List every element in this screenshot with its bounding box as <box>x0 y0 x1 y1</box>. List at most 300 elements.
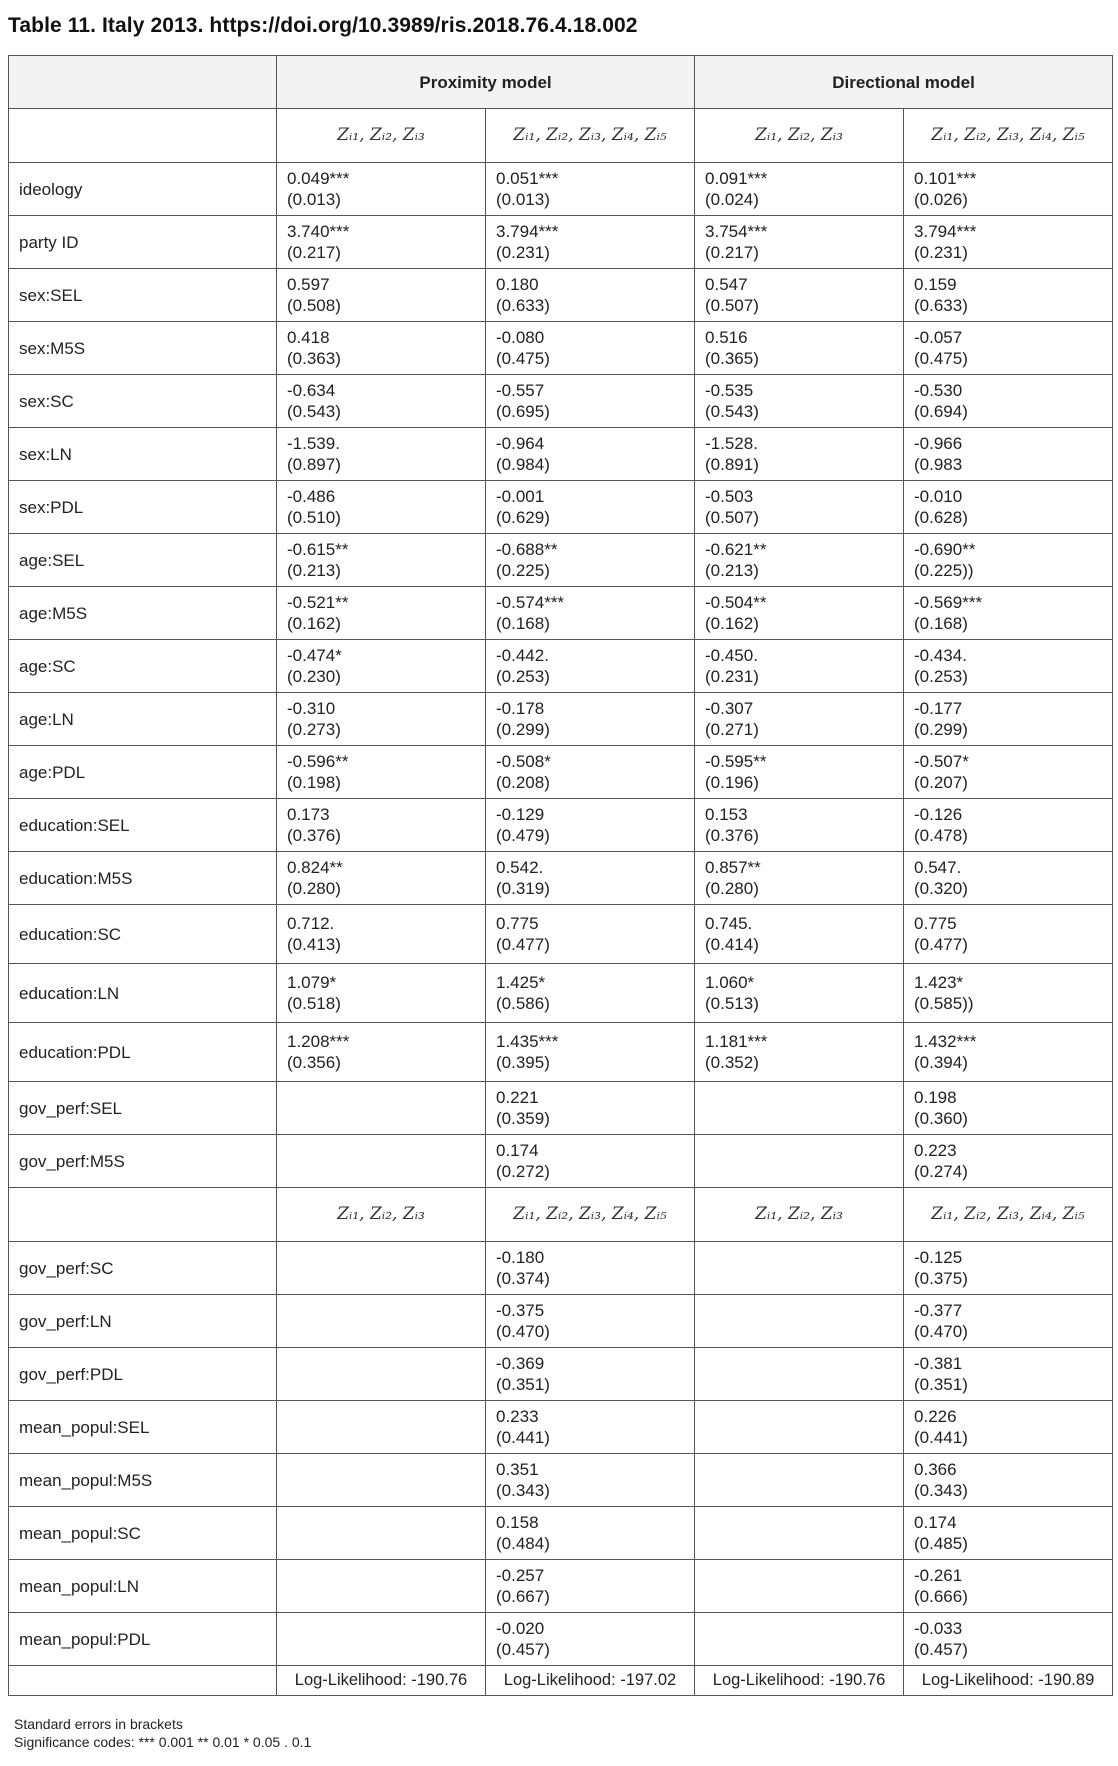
row-label: sex:PDL <box>9 481 277 534</box>
coefficient-value: -0.307 <box>705 699 754 718</box>
row-label: gov_perf:PDL <box>9 1348 277 1401</box>
standard-error-value: (0.363) <box>287 349 341 368</box>
z-header-cell: Zᵢ₁, Zᵢ₂, Zᵢ₃ <box>277 1188 486 1242</box>
standard-error-value: (0.543) <box>287 402 341 421</box>
standard-error-value: (0.633) <box>496 296 550 315</box>
coefficient-value: -0.503 <box>705 487 754 506</box>
coefficient-cell <box>695 964 904 1023</box>
coefficient-value: 0.418 <box>287 328 330 347</box>
standard-error-value: (0.666) <box>914 1587 968 1606</box>
coefficient-value: -0.596** <box>287 752 349 771</box>
standard-error-value: (0.629) <box>496 508 550 527</box>
coefficient-cell <box>486 1295 695 1348</box>
standard-error-value: (0.375) <box>914 1269 968 1288</box>
coefficient-cell <box>277 534 486 587</box>
standard-error-value: (0.475) <box>914 349 968 368</box>
coefficient-value: 1.435*** <box>496 1032 559 1051</box>
coefficient-cell <box>904 269 1113 322</box>
footnote-standard-errors: Standard errors in brackets <box>14 1716 183 1732</box>
coefficient-cell <box>277 587 486 640</box>
coefficient-value: 0.547. <box>914 858 962 877</box>
coefficient-cell <box>486 1348 695 1401</box>
coefficient-cell <box>277 852 486 905</box>
coefficient-value: 0.153 <box>705 805 748 824</box>
coefficient-value: 0.159 <box>914 275 957 294</box>
standard-error-value: (0.983 <box>914 455 963 474</box>
z-header-row <box>9 109 1113 163</box>
coefficient-cell <box>277 746 486 799</box>
coefficient-value: -0.690** <box>914 540 976 559</box>
coefficient-cell <box>486 587 695 640</box>
coefficient-value: -0.369 <box>496 1354 545 1373</box>
z-header-row-repeat <box>9 1188 1113 1242</box>
coefficient-cell <box>695 1082 904 1135</box>
coefficient-cell <box>904 1507 1113 1560</box>
coefficient-cell <box>695 534 904 587</box>
coefficient-cell <box>486 1082 695 1135</box>
standard-error-value: (0.351) <box>496 1375 550 1394</box>
coefficient-cell <box>486 852 695 905</box>
standard-error-value: (0.352) <box>705 1053 759 1072</box>
coefficient-value: 1.181*** <box>705 1032 768 1051</box>
standard-error-value: (0.271) <box>705 720 759 739</box>
row-label: mean_popul:SEL <box>9 1401 277 1454</box>
coefficient-value: -0.377 <box>914 1301 963 1320</box>
coefficient-cell <box>904 322 1113 375</box>
standard-error-value: (0.507) <box>705 508 759 527</box>
coefficient-cell <box>486 428 695 481</box>
row-label: age:LN <box>9 693 277 746</box>
row-label: ideology <box>9 163 277 216</box>
coefficient-cell <box>277 322 486 375</box>
table-row <box>9 640 1113 693</box>
table-row <box>9 1560 1113 1613</box>
coefficient-value: -0.129 <box>496 805 545 824</box>
coefficient-value: 0.049*** <box>287 169 350 188</box>
coefficient-value: 1.432*** <box>914 1032 977 1051</box>
coefficient-cell <box>904 375 1113 428</box>
standard-error-value: (0.470) <box>914 1322 968 1341</box>
coefficient-value: -0.504** <box>705 593 767 612</box>
coefficient-value: -0.621** <box>705 540 767 559</box>
coefficient-cell <box>277 1454 486 1507</box>
standard-error-value: (0.413) <box>287 935 341 954</box>
coefficient-cell <box>277 1023 486 1082</box>
row-label: gov_perf:SEL <box>9 1082 277 1135</box>
coefficient-cell <box>277 1613 486 1666</box>
coefficient-cell <box>486 481 695 534</box>
z-header-cell: Zᵢ₁, Zᵢ₂, Zᵢ₃, Zᵢ₄, Zᵢ₅ <box>904 1188 1113 1242</box>
row-label: party ID <box>9 216 277 269</box>
coefficient-cell <box>277 163 486 216</box>
standard-error-value: (0.299) <box>496 720 550 739</box>
coefficient-value: -0.261 <box>914 1566 963 1585</box>
table-row <box>9 1507 1113 1560</box>
standard-error-value: (0.478) <box>914 826 968 845</box>
coefficient-cell <box>486 799 695 852</box>
standard-error-value: (0.477) <box>496 935 550 954</box>
coefficient-cell <box>695 1295 904 1348</box>
coefficient-value: 0.174 <box>496 1141 539 1160</box>
standard-error-value: (0.231) <box>914 243 968 262</box>
row-label: sex:SEL <box>9 269 277 322</box>
standard-error-value: (0.510) <box>287 508 341 527</box>
standard-error-value: (0.213) <box>287 561 341 580</box>
z-header-cell: Zᵢ₁, Zᵢ₂, Zᵢ₃, Zᵢ₄, Zᵢ₅ <box>904 109 1113 163</box>
coefficient-cell <box>904 534 1113 587</box>
standard-error-value: (0.897) <box>287 455 341 474</box>
coefficient-cell <box>904 905 1113 964</box>
coefficient-cell <box>695 1023 904 1082</box>
coefficient-cell <box>904 1023 1113 1082</box>
coefficient-value: 0.226 <box>914 1407 957 1426</box>
log-likelihood-cell: Log-Likelihood: -190.76 <box>277 1666 486 1696</box>
coefficient-value: -0.634 <box>287 381 336 400</box>
coefficient-cell <box>904 1242 1113 1295</box>
coefficient-cell <box>904 693 1113 746</box>
coefficient-value: 0.775 <box>496 914 539 933</box>
coefficient-value: -0.180 <box>496 1248 545 1267</box>
row-label: age:M5S <box>9 587 277 640</box>
coefficient-value: 0.775 <box>914 914 957 933</box>
log-likelihood-cell: Log-Likelihood: -190.76 <box>695 1666 904 1696</box>
standard-error-value: (0.013) <box>496 190 550 209</box>
standard-error-value: (0.280) <box>705 879 759 898</box>
coefficient-cell <box>277 216 486 269</box>
row-label: sex:M5S <box>9 322 277 375</box>
coefficient-value: 3.794*** <box>914 222 977 241</box>
standard-error-value: (0.586) <box>496 994 550 1013</box>
coefficient-value: -1.528. <box>705 434 758 453</box>
coefficient-cell <box>277 1082 486 1135</box>
table-row <box>9 1401 1113 1454</box>
coefficient-value: -0.574*** <box>496 593 565 612</box>
coefficient-value: -0.033 <box>914 1619 963 1638</box>
standard-error-value: (0.441) <box>914 1428 968 1447</box>
coefficient-value: -0.615** <box>287 540 349 559</box>
coefficient-value: 0.091*** <box>705 169 768 188</box>
standard-error-value: (0.026) <box>914 190 968 209</box>
coefficient-value: 0.857** <box>705 858 761 877</box>
coefficient-cell <box>277 1507 486 1560</box>
row-label: age:PDL <box>9 746 277 799</box>
coefficient-cell <box>695 1507 904 1560</box>
coefficient-value: -0.381 <box>914 1354 963 1373</box>
log-likelihood-cell: Log-Likelihood: -197.02 <box>486 1666 695 1696</box>
coefficient-cell <box>486 1023 695 1082</box>
coefficient-cell <box>904 1135 1113 1188</box>
row-label: sex:LN <box>9 428 277 481</box>
table-row <box>9 799 1113 852</box>
standard-error-value: (0.414) <box>705 935 759 954</box>
coefficient-value: 0.158 <box>496 1513 539 1532</box>
standard-error-value: (0.198) <box>287 773 341 792</box>
coefficient-value: -0.010 <box>914 487 963 506</box>
coefficient-cell <box>486 534 695 587</box>
coefficient-value: 0.366 <box>914 1460 957 1479</box>
coefficient-cell <box>486 216 695 269</box>
coefficient-cell <box>904 1454 1113 1507</box>
coefficient-value: -0.595** <box>705 752 767 771</box>
row-label: gov_perf:LN <box>9 1295 277 1348</box>
coefficient-value: -0.474* <box>287 646 342 665</box>
standard-error-value: (0.162) <box>287 614 341 633</box>
coefficient-cell <box>277 269 486 322</box>
standard-error-value: (0.272) <box>496 1162 550 1181</box>
coefficient-value: 0.516 <box>705 328 748 347</box>
standard-error-value: (0.207) <box>914 773 968 792</box>
coefficient-cell <box>904 216 1113 269</box>
coefficient-cell <box>695 1242 904 1295</box>
log-likelihood-cell: Log-Likelihood: -190.89 <box>904 1666 1113 1696</box>
standard-error-value: (0.365) <box>705 349 759 368</box>
coefficient-cell <box>695 1348 904 1401</box>
coefficient-cell <box>904 1295 1113 1348</box>
table-row <box>9 322 1113 375</box>
coefficient-cell <box>695 1613 904 1666</box>
coefficient-value: -0.964 <box>496 434 545 453</box>
standard-error-value: (0.475) <box>496 349 550 368</box>
coefficient-cell <box>904 964 1113 1023</box>
coefficient-cell <box>695 799 904 852</box>
standard-error-value: (0.230) <box>287 667 341 686</box>
coefficient-value: 3.754*** <box>705 222 768 241</box>
standard-error-value: (0.376) <box>287 826 341 845</box>
coefficient-cell <box>695 269 904 322</box>
standard-error-value: (0.507) <box>705 296 759 315</box>
coefficient-value: -0.434. <box>914 646 967 665</box>
coefficient-value: -0.450. <box>705 646 758 665</box>
row-label: education:SC <box>9 905 277 964</box>
coefficient-value: -0.020 <box>496 1619 545 1638</box>
coefficient-cell <box>486 269 695 322</box>
table-row <box>9 1242 1113 1295</box>
standard-error-value: (0.508) <box>287 296 341 315</box>
coefficient-cell <box>904 852 1113 905</box>
coefficient-cell <box>904 1348 1113 1401</box>
standard-error-value: (0.394) <box>914 1053 968 1072</box>
standard-error-value: (0.376) <box>705 826 759 845</box>
standard-error-value: (0.891) <box>705 455 759 474</box>
coefficient-value: -0.530 <box>914 381 963 400</box>
coefficient-value: -0.126 <box>914 805 963 824</box>
coefficient-cell <box>277 693 486 746</box>
table-row <box>9 1613 1113 1666</box>
standard-error-value: (0.168) <box>914 614 968 633</box>
coefficient-cell <box>904 163 1113 216</box>
row-label: mean_popul:SC <box>9 1507 277 1560</box>
standard-error-value: (0.280) <box>287 879 341 898</box>
standard-error-value: (0.633) <box>914 296 968 315</box>
z-header-cell: Zᵢ₁, Zᵢ₂, Zᵢ₃, Zᵢ₄, Zᵢ₅ <box>486 1188 695 1242</box>
table-row <box>9 1023 1113 1082</box>
standard-error-value: (0.343) <box>914 1481 968 1500</box>
standard-error-value: (0.320) <box>914 879 968 898</box>
coefficient-value: -0.507* <box>914 752 969 771</box>
coefficient-cell <box>695 322 904 375</box>
table-row <box>9 1454 1113 1507</box>
table-footnotes <box>14 1715 311 1751</box>
standard-error-value: (0.441) <box>496 1428 550 1447</box>
coefficient-value: -0.057 <box>914 328 963 347</box>
standard-error-value: (0.359) <box>496 1109 550 1128</box>
coefficient-cell <box>277 1295 486 1348</box>
table-row <box>9 216 1113 269</box>
coefficient-value: -0.535 <box>705 381 754 400</box>
standard-error-value: (0.217) <box>705 243 759 262</box>
standard-error-value: (0.013) <box>287 190 341 209</box>
coefficient-cell <box>904 640 1113 693</box>
coefficient-value: 0.351 <box>496 1460 539 1479</box>
coefficient-value: -0.177 <box>914 699 963 718</box>
group-header-row <box>9 56 1113 109</box>
header-corner-cell <box>9 56 277 109</box>
coefficient-value: -0.486 <box>287 487 336 506</box>
row-label: education:LN <box>9 964 277 1023</box>
coefficient-value: -0.080 <box>496 328 545 347</box>
standard-error-value: (0.273) <box>287 720 341 739</box>
coefficient-cell <box>277 375 486 428</box>
coefficient-cell <box>486 1613 695 1666</box>
coefficient-cell <box>904 428 1113 481</box>
coefficient-cell <box>904 1401 1113 1454</box>
coefficient-cell <box>695 163 904 216</box>
coefficient-cell <box>277 640 486 693</box>
z-header-cell: Zᵢ₁, Zᵢ₂, Zᵢ₃ <box>695 109 904 163</box>
coefficient-cell <box>486 375 695 428</box>
coefficient-cell <box>695 481 904 534</box>
coefficient-cell <box>486 1401 695 1454</box>
coefficient-cell <box>277 905 486 964</box>
coefficient-cell <box>277 1135 486 1188</box>
coefficient-value: 1.060* <box>705 973 755 992</box>
coefficient-value: 0.101*** <box>914 169 977 188</box>
coefficient-cell <box>695 1454 904 1507</box>
coefficient-cell <box>277 1348 486 1401</box>
coefficient-cell <box>904 799 1113 852</box>
coefficient-cell <box>486 640 695 693</box>
coefficient-value: -0.442. <box>496 646 549 665</box>
table-row <box>9 269 1113 322</box>
standard-error-value: (0.477) <box>914 935 968 954</box>
standard-error-value: (0.513) <box>705 994 759 1013</box>
standard-error-value: (0.225) <box>496 561 550 580</box>
coefficient-value: -0.966 <box>914 434 963 453</box>
standard-error-value: (0.162) <box>705 614 759 633</box>
coefficient-cell <box>695 1135 904 1188</box>
table-row <box>9 693 1113 746</box>
coefficient-cell <box>695 640 904 693</box>
coefficient-value: -0.257 <box>496 1566 545 1585</box>
standard-error-value: (0.231) <box>705 667 759 686</box>
standard-error-value: (0.695) <box>496 402 550 421</box>
coefficient-cell <box>695 1560 904 1613</box>
coefficient-cell <box>695 1401 904 1454</box>
coefficient-cell <box>695 216 904 269</box>
row-label: age:SEL <box>9 534 277 587</box>
coefficient-value: 0.221 <box>496 1088 539 1107</box>
z-header-cell: Zᵢ₁, Zᵢ₂, Zᵢ₃ <box>277 109 486 163</box>
coefficient-cell <box>904 746 1113 799</box>
coefficient-value: 0.547 <box>705 275 748 294</box>
coefficient-cell <box>486 1135 695 1188</box>
coefficient-value: -0.001 <box>496 487 545 506</box>
coefficient-value: 0.233 <box>496 1407 539 1426</box>
standard-error-value: (0.231) <box>496 243 550 262</box>
table-row <box>9 852 1113 905</box>
standard-error-value: (0.299) <box>914 720 968 739</box>
standard-error-value: (0.208) <box>496 773 550 792</box>
coefficient-value: 0.180 <box>496 275 539 294</box>
standard-error-value: (0.694) <box>914 402 968 421</box>
coefficient-cell <box>904 1613 1113 1666</box>
table-row <box>9 1082 1113 1135</box>
coefficient-cell <box>486 322 695 375</box>
z-header-cell: Zᵢ₁, Zᵢ₂, Zᵢ₃ <box>695 1188 904 1242</box>
table-row <box>9 1135 1113 1188</box>
coefficient-value: 0.173 <box>287 805 330 824</box>
coefficient-cell <box>486 1242 695 1295</box>
coefficient-value: 0.223 <box>914 1141 957 1160</box>
standard-error-value: (0.217) <box>287 243 341 262</box>
table-row <box>9 428 1113 481</box>
table-title: Table 11. Italy 2013. https://doi.org/10.3989/ris.2018.76.4.18.002 <box>8 14 638 37</box>
coefficient-cell <box>695 375 904 428</box>
footnote-significance-codes: Significance codes: *** 0.001 ** 0.01 * 0.05 . 0.1 <box>14 1734 312 1750</box>
standard-error-value: (0.485) <box>914 1534 968 1553</box>
row-label: mean_popul:M5S <box>9 1454 277 1507</box>
row-label: sex:SC <box>9 375 277 428</box>
coefficient-value: -0.508* <box>496 752 551 771</box>
standard-error-value: (0.024) <box>705 190 759 209</box>
standard-error-value: (0.213) <box>705 561 759 580</box>
coefficient-value: 0.174 <box>914 1513 957 1532</box>
table-row <box>9 746 1113 799</box>
coefficient-cell <box>695 905 904 964</box>
coefficient-value: 0.712. <box>287 914 335 933</box>
coefficient-cell <box>486 1507 695 1560</box>
coefficient-cell <box>695 852 904 905</box>
standard-error-value: (0.457) <box>496 1640 550 1659</box>
standard-error-value: (0.585)) <box>914 994 974 1013</box>
table-row <box>9 375 1113 428</box>
standard-error-value: (0.253) <box>496 667 550 686</box>
coefficient-value: 0.745. <box>705 914 753 933</box>
standard-error-value: (0.479) <box>496 826 550 845</box>
coefficient-value: 0.198 <box>914 1088 957 1107</box>
row-label: gov_perf:M5S <box>9 1135 277 1188</box>
coefficient-value: -0.310 <box>287 699 336 718</box>
coefficient-cell <box>486 905 695 964</box>
standard-error-value: (0.984) <box>496 455 550 474</box>
standard-error-value: (0.457) <box>914 1640 968 1659</box>
standard-error-value: (0.253) <box>914 667 968 686</box>
coefficient-cell <box>695 746 904 799</box>
coefficient-cell <box>486 163 695 216</box>
coefficient-value: 1.079* <box>287 973 337 992</box>
table-row <box>9 587 1113 640</box>
coefficient-value: -0.375 <box>496 1301 545 1320</box>
log-likelihood-empty <box>9 1666 277 1696</box>
table-row <box>9 1295 1113 1348</box>
coefficient-cell <box>904 587 1113 640</box>
standard-error-value: (0.168) <box>496 614 550 633</box>
row-label: mean_popul:PDL <box>9 1613 277 1666</box>
coefficient-cell <box>277 964 486 1023</box>
standard-error-value: (0.356) <box>287 1053 341 1072</box>
coefficient-cell <box>486 1560 695 1613</box>
standard-error-value: (0.374) <box>496 1269 550 1288</box>
